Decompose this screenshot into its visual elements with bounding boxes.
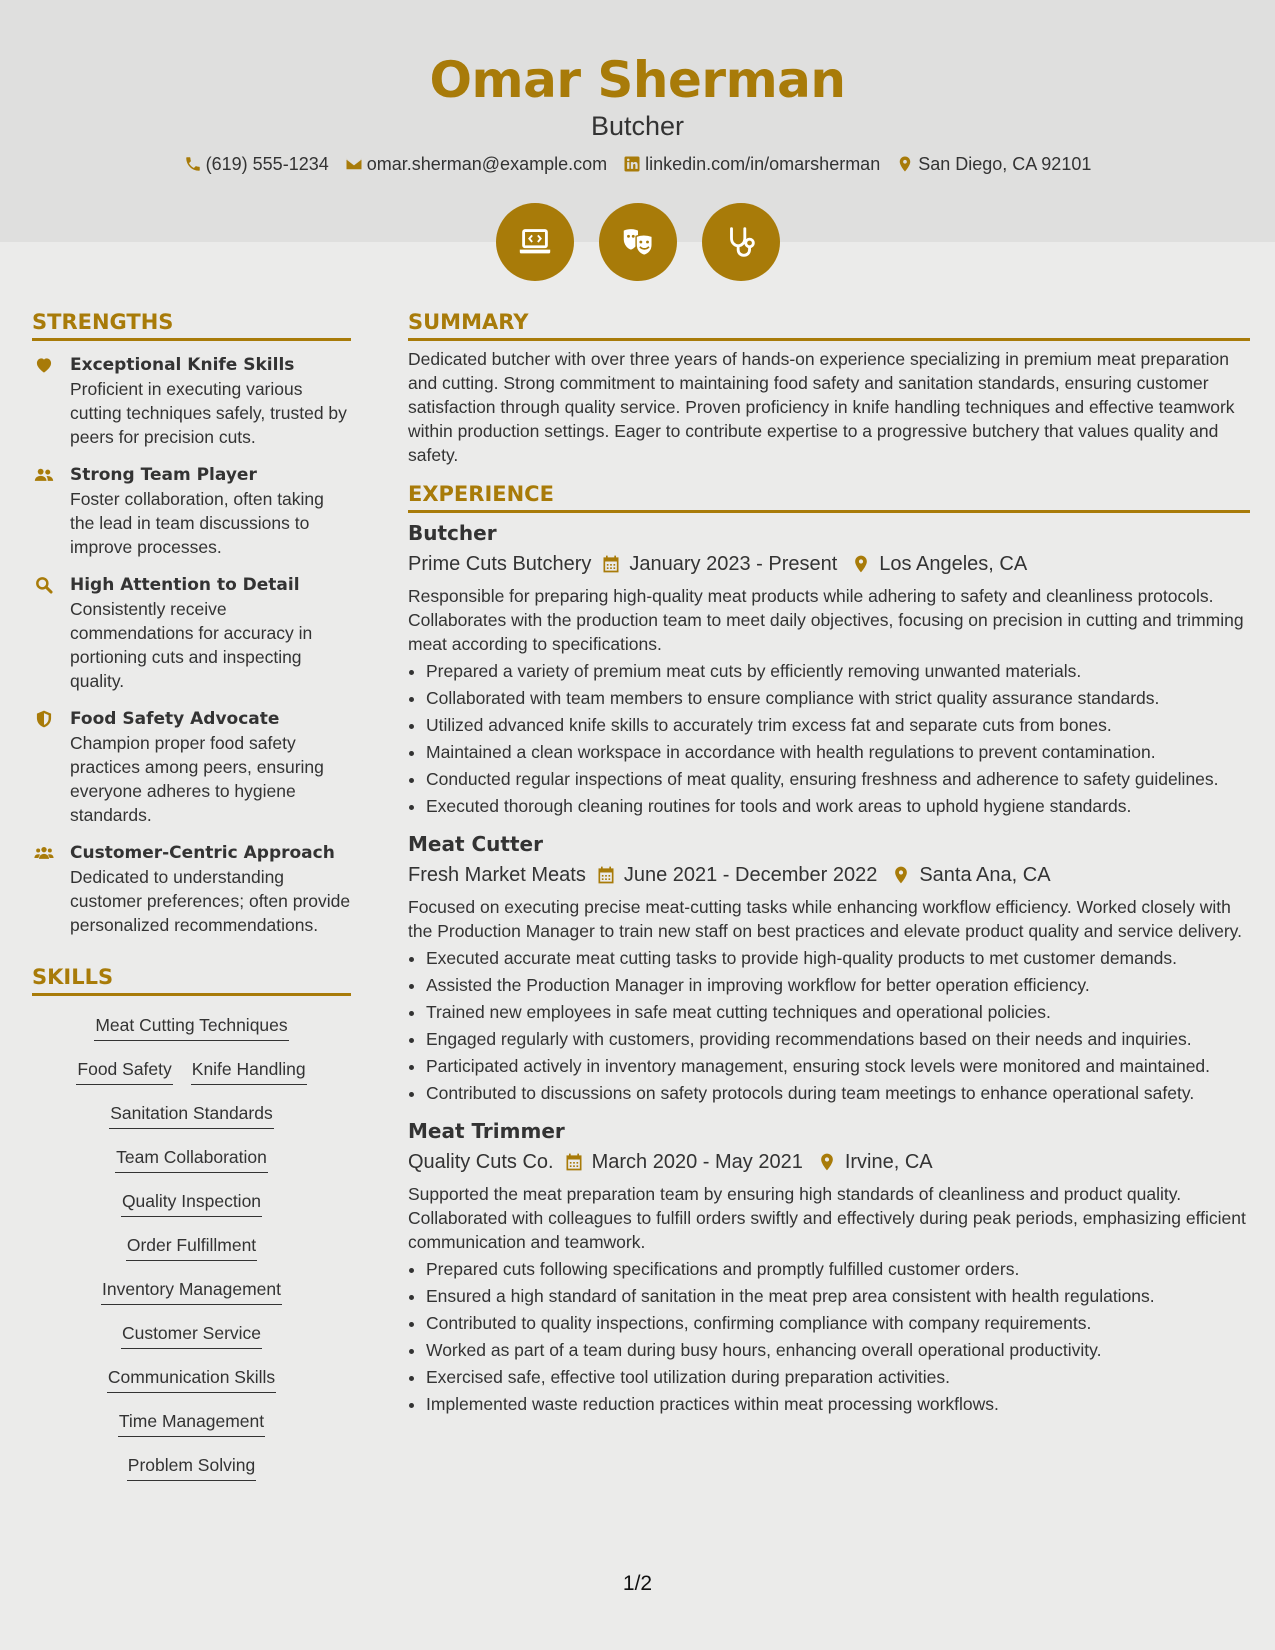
- candidate-role: Butcher: [590, 111, 685, 141]
- job-dates: March 2020 - May 2021: [591, 1151, 803, 1173]
- strength-title: High Attention to Detail: [70, 575, 300, 595]
- job-location: Irvine, CA: [844, 1151, 933, 1173]
- contact-location: [896, 152, 1091, 176]
- skill-tag: Problem Solving: [127, 1450, 256, 1481]
- strength-item: [32, 573, 351, 693]
- job-bullet: • Prepared cuts following specifications and promptly fulfilled customer orders.: [426, 1257, 1250, 1281]
- strength-item: [32, 707, 351, 827]
- contact-linkedin-text: linkedin.com/in/omarsherman: [645, 154, 881, 174]
- interest-icons: [0, 203, 1275, 281]
- job-bullet: • Implemented waste reduction practices within meat processing workflows.: [426, 1392, 1250, 1416]
- job-bullet: • Worked as part of a team during busy hours, enhancing overall operational productivity.: [426, 1338, 1250, 1362]
- skill-tag: Quality Inspection: [121, 1186, 262, 1217]
- contact-bar: [0, 152, 1275, 176]
- strength-item: [32, 841, 351, 937]
- strength-desc: Dedicated to understanding customer preferences; often provide personalized recommendations.: [70, 867, 351, 935]
- job-company: Prime Cuts Butchery: [408, 553, 592, 575]
- job-bullet: • Conducted regular inspections of meat quality, ensuring freshness and adherence to safety guidelines.: [426, 767, 1250, 791]
- laptop-code-icon: [516, 223, 554, 261]
- calendar-icon: [596, 865, 616, 885]
- job-entry: [408, 830, 1250, 1105]
- job-location: Santa Ana, CA: [919, 864, 1051, 886]
- job-description: Focused on executing precise meat-cutting tasks while enhancing workflow efficiency. Worked closely with the Production Manager to train new staff on best practices and elevate product quality and service delivery.: [408, 897, 1242, 941]
- strength-desc: Foster collaboration, often taking the lead in team discussions to improve processes.: [70, 489, 324, 557]
- job-bullet: • Executed thorough cleaning routines for tools and work areas to uphold hygiene standards.: [426, 794, 1250, 818]
- strength-title: Exceptional Knife Skills: [70, 355, 295, 375]
- job-bullet: • Prepared a variety of premium meat cuts by efficiently removing unwanted materials.: [426, 659, 1250, 683]
- job-company: Fresh Market Meats: [408, 864, 586, 886]
- right-column: [408, 308, 1250, 1416]
- interest-circle-theater: [599, 203, 677, 281]
- skill-tag: Customer Service: [121, 1318, 262, 1349]
- masks-theater-icon: [619, 223, 657, 261]
- interest-circle-laptop: [496, 203, 574, 281]
- contact-phone[interactable]: [184, 152, 329, 176]
- strength-desc: Consistently receive commendations for accuracy in portioning cuts and inspecting quality.: [70, 599, 313, 691]
- job-location: Los Angeles, CA: [879, 553, 1028, 575]
- job-bullets: [408, 659, 1250, 818]
- job-description: Responsible for preparing high-quality meat products while adhering to safety and cleanliness protocols. Collaborates with the production team to meet daily objectives, focusing on precision in cutting and trimming meat according to specifications.: [408, 586, 1244, 654]
- calendar-icon: [564, 1152, 584, 1172]
- experience-heading: EXPERIENCE: [408, 480, 1250, 513]
- job-meta: [408, 1146, 1250, 1178]
- job-title: Meat Trimmer: [408, 1119, 565, 1143]
- summary-heading: SUMMARY: [408, 308, 1250, 341]
- map-pin-icon: [891, 865, 911, 885]
- envelope-icon: [345, 155, 363, 173]
- skill-tag: Team Collaboration: [115, 1142, 268, 1173]
- map-pin-icon: [851, 554, 871, 574]
- candidate-name: Omar Sherman: [429, 51, 846, 109]
- job-entry: [408, 1117, 1250, 1416]
- left-column: [32, 308, 351, 1481]
- job-entry: [408, 519, 1250, 818]
- skill-tag: Communication Skills: [107, 1362, 276, 1393]
- job-bullet: • Assisted the Production Manager in improving workflow for better operation efficiency.: [426, 973, 1250, 997]
- user-group-icon: [34, 465, 54, 485]
- heart-icon: [34, 355, 54, 375]
- contact-email-text: omar.sherman@example.com: [366, 154, 608, 174]
- job-dates: January 2023 - Present: [629, 553, 838, 575]
- job-bullet: • Trained new employees in safe meat cutting techniques and operational policies.: [426, 1000, 1250, 1024]
- stethoscope-icon: [722, 223, 760, 261]
- contact-location-text: San Diego, CA 92101: [918, 154, 1092, 174]
- job-description: Supported the meat preparation team by ensuring high standards of cleanliness and product quality. Collaborated with colleagues to fulfill orders swiftly and effectively during peak periods, emphasizing efficient communication and teamwork.: [408, 1184, 1246, 1252]
- job-bullet: • Utilized advanced knife skills to accurately trim excess fat and separate cuts from bones.: [426, 713, 1250, 737]
- linkedin-icon: [623, 155, 641, 173]
- job-bullets: [408, 1257, 1250, 1416]
- skill-tag: Food Safety: [76, 1054, 172, 1085]
- job-bullet: • Engaged regularly with customers, providing recommendations based on their needs and inquiries.: [426, 1027, 1250, 1051]
- strength-title: Food Safety Advocate: [70, 709, 280, 729]
- job-bullets: [408, 946, 1250, 1105]
- phone-icon: [184, 155, 202, 173]
- job-bullet: • Executed accurate meat cutting tasks to provide high-quality products to met customer demands.: [426, 946, 1250, 970]
- strength-item: [32, 463, 351, 559]
- job-title: Butcher: [408, 521, 497, 545]
- search-icon: [34, 575, 54, 595]
- skills-heading: SKILLS: [32, 963, 351, 996]
- job-bullet: • Participated actively in inventory management, ensuring stock levels were monitored and maintained.: [426, 1054, 1250, 1078]
- strength-title: Strong Team Player: [70, 465, 257, 485]
- calendar-icon: [601, 554, 621, 574]
- skill-tag: Inventory Management: [101, 1274, 282, 1305]
- contact-email[interactable]: [345, 152, 607, 176]
- strengths-heading: STRENGTHS: [32, 308, 351, 341]
- page-number: 1/2: [622, 1572, 653, 1595]
- job-bullet: • Contributed to quality inspections, confirming compliance with company requirements.: [426, 1311, 1250, 1335]
- job-bullet: • Maintained a clean workspace in accordance with health regulations to prevent contamination.: [426, 740, 1250, 764]
- skill-tag: Sanitation Standards: [109, 1098, 273, 1129]
- summary-text: Dedicated butcher with over three years of hands-on experience specializing in premium meat preparation and cutting. Strong commitment to maintaining food safety and sanitation standards, ensuring customer satisfaction through quality service. Proven proficiency in knife handling techniques and effective teamwork within production settings. Eager to contribute expertise to a progressive butchery that values quality and safety.: [408, 349, 1235, 465]
- job-bullet: • Exercised safe, effective tool utilization during preparation activities.: [426, 1365, 1250, 1389]
- job-meta: [408, 548, 1250, 580]
- strength-desc: Proficient in executing various cutting techniques safely, trusted by peers for precision cuts.: [70, 379, 347, 447]
- contact-linkedin[interactable]: [623, 152, 880, 176]
- job-meta: [408, 859, 1250, 891]
- contact-phone-text: (619) 555-1234: [205, 154, 329, 174]
- skills-section: [32, 963, 351, 1481]
- shield-icon: [34, 709, 54, 729]
- skill-tag: Time Management: [118, 1406, 265, 1437]
- skill-tag: Knife Handling: [191, 1054, 307, 1085]
- skills-list: [32, 996, 351, 1481]
- job-bullet: • Ensured a high standard of sanitation in the meat prep area consistent with health regulations.: [426, 1284, 1250, 1308]
- interest-circle-stethoscope: [702, 203, 780, 281]
- strength-desc: Champion proper food safety practices among peers, ensuring everyone adheres to hygiene standards.: [70, 733, 324, 825]
- skill-tag: Meat Cutting Techniques: [94, 1010, 288, 1041]
- skill-tag: Order Fulfillment: [126, 1230, 257, 1261]
- map-pin-icon: [817, 1152, 837, 1172]
- strength-item: [32, 353, 351, 449]
- job-dates: June 2021 - December 2022: [623, 864, 878, 886]
- job-title: Meat Cutter: [408, 832, 543, 856]
- job-bullet: • Collaborated with team members to ensure compliance with strict quality assurance standards.: [426, 686, 1250, 710]
- map-pin-icon: [896, 155, 914, 173]
- strength-title: Customer-Centric Approach: [70, 843, 335, 863]
- job-company: Quality Cuts Co.: [408, 1151, 554, 1173]
- users-icon: [34, 843, 54, 863]
- job-bullet: • Contributed to discussions on safety protocols during team meetings to enhance operational safety.: [426, 1081, 1250, 1105]
